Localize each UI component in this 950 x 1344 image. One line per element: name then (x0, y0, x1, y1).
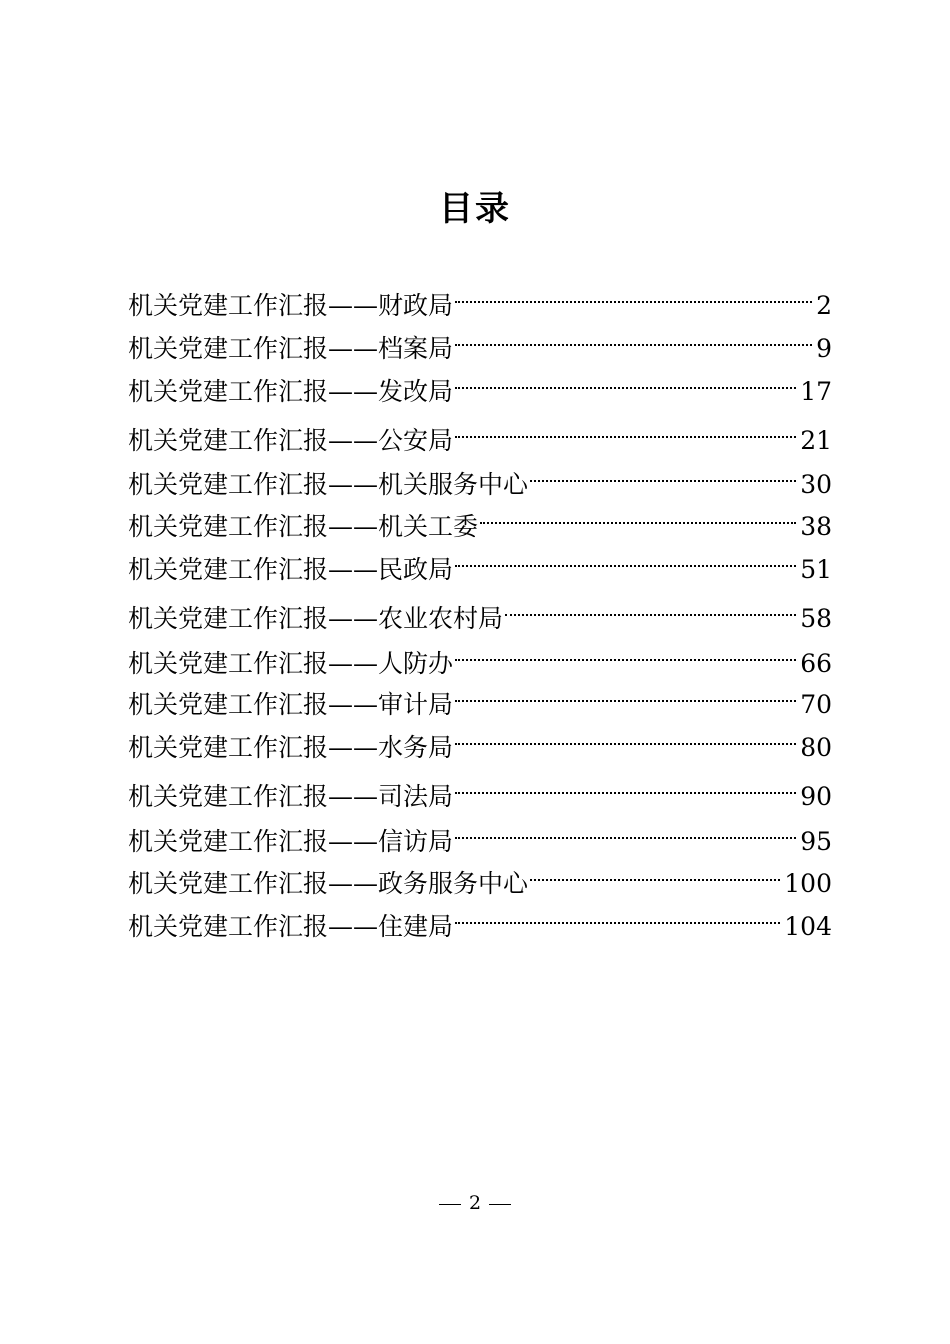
toc-entry-page: 30 (800, 470, 832, 499)
toc-entry[interactable] (128, 716, 832, 762)
toc-entry[interactable] (128, 409, 832, 455)
toc-dot-leader (453, 274, 816, 314)
toc-entry[interactable] (128, 360, 832, 406)
toc-dot-leader (453, 317, 816, 357)
toc-entry-page: 80 (800, 733, 832, 762)
toc-dot-leader (503, 587, 800, 627)
toc-entry-page: 51 (800, 555, 832, 584)
toc-entry-title: 机关党建工作汇报——审计局 (128, 690, 454, 719)
toc-entry-page: 70 (800, 690, 832, 719)
toc-dot-leader (453, 765, 800, 805)
toc-entry-title: 机关党建工作汇报——住建局 (128, 912, 454, 941)
toc-entry[interactable] (128, 317, 832, 363)
toc-dot-leader (453, 360, 800, 400)
toc-entry-title: 机关党建工作汇报——财政局 (128, 291, 454, 320)
toc-entry-title: 机关党建工作汇报——政务服务中心 (128, 869, 529, 898)
toc-entry[interactable] (128, 810, 832, 856)
toc-entry[interactable] (128, 895, 832, 941)
toc-entry[interactable] (128, 632, 832, 678)
toc-dot-leader (453, 632, 800, 672)
toc-entry-page: 58 (800, 604, 832, 633)
toc-dot-leader (453, 409, 800, 449)
toc-dot-leader (453, 673, 800, 713)
toc-entry-page: 17 (800, 377, 832, 406)
toc-dot-leader (453, 810, 800, 850)
toc-entry-page: 66 (800, 649, 832, 678)
toc-entry-title: 机关党建工作汇报——人防办 (128, 649, 454, 678)
toc-entry[interactable] (128, 587, 832, 633)
toc-entry[interactable] (128, 453, 832, 499)
toc-entry-title: 机关党建工作汇报——机关服务中心 (128, 470, 529, 499)
toc-dot-leader (453, 895, 784, 935)
toc-entry[interactable] (128, 673, 832, 719)
toc-entry-title: 机关党建工作汇报——档案局 (128, 334, 454, 363)
toc-entry-title: 机关党建工作汇报——机关工委 (128, 512, 479, 541)
toc-entry[interactable] (128, 538, 832, 584)
toc-entry-page: 104 (784, 912, 832, 941)
toc-entry-page: 38 (800, 512, 832, 541)
toc-entry-page: 100 (784, 869, 832, 898)
toc-dot-leader (453, 538, 800, 578)
toc-entry-title: 机关党建工作汇报——水务局 (128, 733, 454, 762)
toc-entry-page: 95 (800, 827, 832, 856)
toc-entry[interactable] (128, 495, 832, 541)
toc-entry-page: 9 (816, 334, 832, 363)
toc-entry[interactable] (128, 765, 832, 811)
toc-entry-title: 机关党建工作汇报——民政局 (128, 555, 454, 584)
toc-entry[interactable] (128, 852, 832, 898)
toc-entry-title: 机关党建工作汇报——发改局 (128, 377, 454, 406)
toc-entry-title: 机关党建工作汇报——信访局 (128, 827, 454, 856)
page-footer (0, 1188, 950, 1218)
toc-dot-leader (528, 852, 784, 892)
toc-entry-title: 机关党建工作汇报——农业农村局 (128, 604, 504, 633)
page-number: 2 (468, 1192, 482, 1214)
toc-entry-title: 机关党建工作汇报——司法局 (128, 782, 454, 811)
toc-entry-page: 90 (800, 782, 832, 811)
footer-dash-left (439, 1204, 461, 1205)
toc-dot-leader (453, 716, 800, 756)
toc-entry-title: 机关党建工作汇报——公安局 (128, 426, 454, 455)
toc-entry[interactable] (128, 274, 832, 320)
toc-dot-leader (528, 453, 800, 493)
footer-dash-right (489, 1204, 511, 1205)
page-title: 目录 (439, 189, 511, 229)
toc-entry-page: 21 (800, 426, 832, 455)
toc-entry-page: 2 (816, 291, 832, 320)
toc-dot-leader (478, 495, 800, 535)
